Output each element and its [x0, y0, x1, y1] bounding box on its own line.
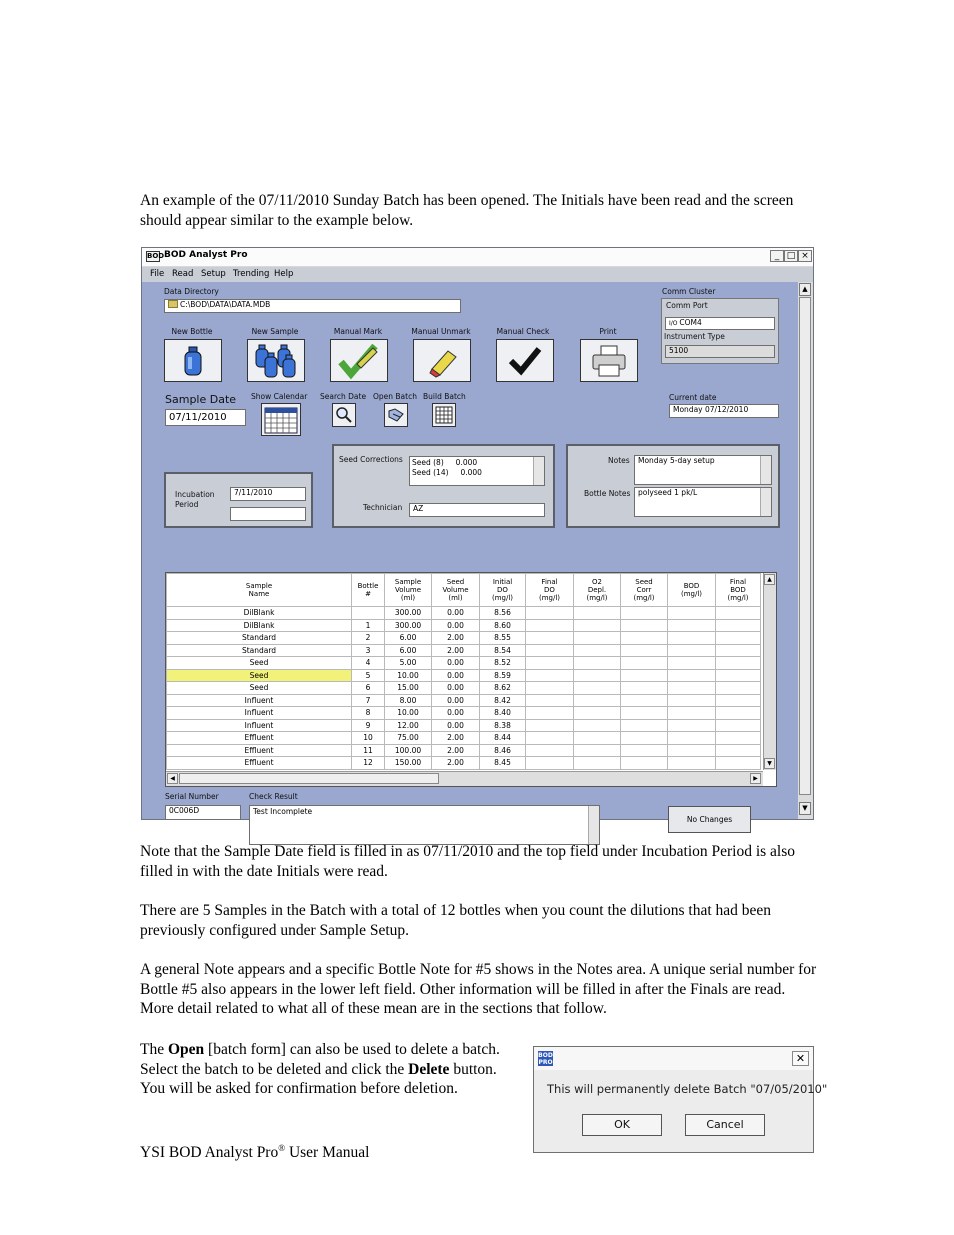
comm-port-value: COM4 — [679, 318, 702, 327]
table-cell[interactable] — [574, 607, 621, 620]
current-date-field[interactable]: Monday 07/12/2010 — [669, 404, 779, 418]
table-cell[interactable]: 0.00 — [432, 657, 480, 670]
table-cell[interactable]: 1 — [352, 619, 385, 632]
build-batch-label: Build Batch — [423, 392, 466, 401]
menu-trending[interactable]: Trending — [233, 269, 270, 279]
window-scroll-thumb[interactable] — [799, 297, 811, 795]
table-cell[interactable] — [574, 732, 621, 745]
table-cell[interactable]: Influent — [167, 694, 352, 707]
table-cell[interactable]: 300.00 — [385, 619, 432, 632]
table-cell[interactable] — [716, 732, 761, 745]
table-cell[interactable] — [716, 757, 761, 770]
table-row[interactable] — [167, 669, 761, 682]
table-cell[interactable] — [526, 682, 574, 695]
table-cell[interactable]: 0.00 — [432, 719, 480, 732]
notes-field[interactable] — [634, 455, 772, 485]
samples-paragraph: There are 5 Samples in the Batch with a total of 12 bottles when you count the dilutions that had been previously configured under Sample Setup. — [140, 902, 772, 939]
table-cell[interactable]: 8.44 — [480, 732, 526, 745]
table-cell[interactable]: DilBlank — [167, 619, 352, 632]
table-cell[interactable] — [526, 657, 574, 670]
open-delete-paragraph — [140, 1040, 502, 1099]
table-cell[interactable]: 8.60 — [480, 619, 526, 632]
seed-list-scrollbar[interactable] — [533, 457, 544, 485]
grid-horizontal-scrollbar[interactable] — [166, 771, 763, 786]
column-header[interactable]: Seed Volume (ml) — [432, 574, 480, 607]
window-scroll-down-icon[interactable]: ▼ — [799, 802, 811, 815]
table-cell[interactable]: 12.00 — [385, 719, 432, 732]
notes-value: Monday 5-day setup — [638, 456, 715, 465]
table-cell[interactable] — [668, 619, 716, 632]
seed-corrections-label: Seed Corrections — [339, 455, 403, 464]
table-cell[interactable] — [621, 632, 668, 645]
window-vertical-scrollbar[interactable] — [798, 282, 813, 819]
table-cell[interactable]: Influent — [167, 707, 352, 720]
scroll-down-icon[interactable]: ▼ — [764, 758, 775, 769]
table-cell[interactable]: 8.46 — [480, 744, 526, 757]
comm-port-label: Comm Port — [666, 301, 708, 310]
build-batch-button[interactable] — [432, 403, 456, 427]
table-cell[interactable] — [574, 719, 621, 732]
table-cell[interactable] — [716, 682, 761, 695]
new-bottle-label: New Bottle — [171, 327, 213, 336]
table-cell[interactable] — [574, 682, 621, 695]
table-cell[interactable] — [621, 732, 668, 745]
scroll-right-icon[interactable]: ▶ — [750, 773, 761, 784]
data-directory-value: C:\BOD\DATA\DATA.MDB — [180, 300, 271, 309]
scroll-left-icon[interactable]: ◀ — [167, 773, 178, 784]
table-cell[interactable] — [668, 694, 716, 707]
column-header[interactable]: O2 Depl. (mg/l) — [574, 574, 621, 607]
table-cell[interactable]: 2.00 — [432, 744, 480, 757]
print-label: Print — [599, 327, 617, 336]
table-cell[interactable]: 15.00 — [385, 682, 432, 695]
incubation-period-label: Incubation Period — [175, 490, 215, 509]
column-header[interactable]: Initial DO (mg/l) — [480, 574, 526, 607]
checkmark-icon — [505, 343, 545, 379]
table-cell[interactable] — [574, 632, 621, 645]
check-result-value: Test Incomplete — [253, 807, 313, 816]
print-button[interactable] — [580, 339, 638, 382]
table-cell[interactable] — [526, 607, 574, 620]
table-cell[interactable]: 0.00 — [432, 669, 480, 682]
table-cell[interactable] — [621, 707, 668, 720]
table-cell[interactable] — [668, 707, 716, 720]
table-cell[interactable]: 8.56 — [480, 607, 526, 620]
delete-confirm-dialog — [533, 1046, 828, 1153]
notes-label: Notes — [608, 456, 630, 465]
table-cell[interactable] — [574, 694, 621, 707]
manual-mark-label: Manual Mark — [333, 327, 383, 336]
table-cell[interactable] — [621, 607, 668, 620]
table-cell[interactable]: 150.00 — [385, 757, 432, 770]
minimize-icon[interactable]: _ — [770, 250, 784, 262]
window-titlebar[interactable] — [142, 248, 813, 267]
bottles-group-icon — [251, 343, 301, 379]
table-cell[interactable] — [574, 657, 621, 670]
window-title: BOD Analyst Pro — [164, 250, 248, 260]
table-cell[interactable]: Effluent — [167, 744, 352, 757]
bottle-grid — [165, 572, 777, 787]
folder-icon — [168, 300, 178, 308]
h-scroll-thumb[interactable] — [179, 773, 439, 784]
table-row[interactable] — [167, 744, 761, 757]
table-cell[interactable] — [716, 719, 761, 732]
calendar-icon — [264, 406, 298, 434]
grid-vertical-scrollbar[interactable] — [763, 573, 776, 770]
manual-check-button[interactable] — [496, 339, 554, 382]
notes-paragraph: A general Note appears and a specific Bottle Note for #5 shows in the Notes area. A unique serial number for Bottle #5 also appears in the lower left field. Other information will be filled in after the Finals are read. More detail related to what all of these mean are in the sections that follow. — [140, 961, 817, 1017]
app-icon: BOD — [147, 252, 165, 260]
sample-date-field[interactable]: 07/11/2010 — [165, 409, 246, 426]
table-cell[interactable]: 8.42 — [480, 694, 526, 707]
instrument-type-label: Instrument Type — [664, 332, 725, 341]
table-cell[interactable] — [526, 694, 574, 707]
table-cell[interactable]: 5.00 — [385, 657, 432, 670]
column-header[interactable]: BOD (mg/l) — [668, 574, 716, 607]
table-cell[interactable] — [716, 669, 761, 682]
printer-icon — [589, 343, 629, 379]
dialog-close-icon[interactable]: ✕ — [792, 1051, 809, 1066]
table-cell[interactable] — [352, 607, 385, 620]
technician-field[interactable]: AZ — [409, 503, 545, 517]
magnifier-icon — [335, 406, 353, 424]
column-header[interactable]: Bottle # — [352, 574, 385, 607]
table-row[interactable] — [167, 619, 761, 632]
table-cell[interactable] — [574, 669, 621, 682]
table-cell[interactable]: 0.00 — [432, 707, 480, 720]
table-cell[interactable]: Standard — [167, 644, 352, 657]
table-cell[interactable] — [716, 657, 761, 670]
check-result-label: Check Result — [249, 792, 298, 801]
column-header[interactable]: Sample Name — [167, 574, 352, 607]
table-cell[interactable] — [668, 657, 716, 670]
table-cell[interactable]: 0.00 — [432, 694, 480, 707]
table-cell[interactable]: 10 — [352, 732, 385, 745]
new-sample-button[interactable] — [247, 339, 305, 382]
sample-date-label: Sample Date — [165, 393, 237, 406]
table-cell[interactable]: 8.38 — [480, 719, 526, 732]
footer-title: YSI BOD Analyst Pro — [140, 1144, 279, 1162]
table-cell[interactable] — [716, 619, 761, 632]
open-batch-button[interactable] — [384, 403, 408, 427]
table-cell[interactable] — [716, 632, 761, 645]
table-cell[interactable]: 2.00 — [432, 757, 480, 770]
incubation-start-field[interactable]: 7/11/2010 — [230, 487, 306, 501]
table-cell[interactable] — [621, 657, 668, 670]
table-cell[interactable] — [574, 744, 621, 757]
no-changes-button[interactable]: No Changes — [668, 806, 751, 833]
table-cell[interactable]: Seed — [167, 669, 352, 682]
table-cell[interactable] — [621, 719, 668, 732]
table-cell[interactable]: 0.00 — [432, 619, 480, 632]
search-date-label: Search Date — [320, 392, 367, 401]
incubation-group — [164, 472, 313, 528]
table-cell[interactable]: 8.40 — [480, 707, 526, 720]
footer-manual: User Manual — [285, 1144, 370, 1162]
table-cell[interactable]: 5 — [352, 669, 385, 682]
table-cell[interactable]: 2.00 — [432, 644, 480, 657]
scroll-up-icon[interactable]: ▲ — [764, 574, 775, 585]
table-cell[interactable]: 8.59 — [480, 669, 526, 682]
text-run: The — [140, 1041, 168, 1058]
seed-correction-item: Seed (14) 0.000 — [412, 468, 482, 477]
seed-corrections-list[interactable] — [409, 456, 545, 486]
table-cell[interactable] — [526, 619, 574, 632]
table-cell[interactable]: 100.00 — [385, 744, 432, 757]
bod-analyst-window — [141, 247, 814, 824]
port-icon: I/O — [669, 320, 680, 327]
table-cell[interactable] — [526, 719, 574, 732]
close-icon[interactable]: × — [798, 250, 812, 262]
table-cell[interactable]: 11 — [352, 744, 385, 757]
table-cell[interactable]: 6 — [352, 682, 385, 695]
table-cell[interactable] — [621, 682, 668, 695]
table-cell[interactable]: Effluent — [167, 757, 352, 770]
menu-read[interactable]: Read — [172, 269, 194, 279]
check-result-field[interactable] — [249, 805, 600, 845]
table-header-row — [167, 574, 761, 607]
menu-help[interactable]: Help — [274, 269, 294, 279]
search-date-button[interactable] — [332, 403, 356, 427]
table-cell[interactable] — [716, 644, 761, 657]
table-cell[interactable]: 8.62 — [480, 682, 526, 695]
table-cell[interactable] — [668, 682, 716, 695]
table-cell[interactable] — [621, 757, 668, 770]
table-cell[interactable]: 8.52 — [480, 657, 526, 670]
open-folder-icon — [387, 406, 405, 424]
manual-unmark-button[interactable] — [413, 339, 471, 382]
table-cell[interactable]: 300.00 — [385, 607, 432, 620]
table-cell[interactable]: DilBlank — [167, 607, 352, 620]
table-cell[interactable] — [668, 644, 716, 657]
table-cell[interactable]: Seed — [167, 657, 352, 670]
bottle-icon — [178, 344, 208, 378]
menu-file[interactable]: File — [150, 269, 165, 279]
table-cell[interactable] — [621, 694, 668, 707]
table-cell[interactable] — [716, 694, 761, 707]
cancel-button[interactable]: Cancel — [685, 1114, 765, 1136]
show-calendar-button[interactable] — [261, 403, 301, 436]
main-panel — [142, 282, 798, 824]
table-cell[interactable] — [668, 744, 716, 757]
new-bottle-button[interactable] — [164, 339, 222, 382]
comm-cluster-group — [661, 298, 779, 364]
bottle-table — [166, 573, 761, 770]
bottle-notes-scrollbar[interactable] — [760, 488, 771, 516]
table-cell[interactable]: 2.00 — [432, 632, 480, 645]
eraser-icon — [422, 343, 462, 379]
instrument-type-field[interactable]: 5100 — [665, 345, 775, 358]
data-directory-field[interactable] — [164, 299, 461, 313]
text-run: [batch form] can also be used to delete a batch. Select the batch to be deleted and click the — [140, 1041, 500, 1078]
text-run: button. You will be asked for confirmation before deletion. — [140, 1060, 497, 1097]
table-row[interactable] — [167, 707, 761, 720]
seed-corrections-group — [332, 444, 555, 528]
table-row[interactable] — [167, 719, 761, 732]
table-cell[interactable] — [526, 644, 574, 657]
notes-scrollbar[interactable] — [760, 456, 771, 484]
table-cell[interactable]: 4 — [352, 657, 385, 670]
check-marker-icon — [337, 342, 381, 380]
bottle-notes-value: polyseed 1 pk/L — [638, 488, 698, 497]
table-cell[interactable] — [668, 732, 716, 745]
table-cell[interactable] — [621, 744, 668, 757]
manual-mark-button[interactable] — [330, 339, 388, 382]
table-cell[interactable] — [574, 619, 621, 632]
table-cell[interactable] — [574, 644, 621, 657]
column-header[interactable]: Seed Corr (mg/l) — [621, 574, 668, 607]
table-row[interactable] — [167, 732, 761, 745]
sample-date-paragraph: Note that the Sample Date field is filled in as 07/11/2010 and the top field under Incubation Period is also filled in with the date Initials were read. — [140, 843, 796, 880]
technician-label: Technician — [363, 503, 403, 512]
window-scroll-up-icon[interactable]: ▲ — [799, 283, 811, 296]
app-logo-icon: BOD PRO — [538, 1052, 553, 1066]
table-cell[interactable]: Effluent — [167, 732, 352, 745]
table-cell[interactable]: 8 — [352, 707, 385, 720]
intro-paragraph: An example of the 07/11/2010 Sunday Batch has been opened. The Initials have been read and the screen should appear similar to the example below. — [140, 192, 794, 229]
table-row[interactable] — [167, 644, 761, 657]
table-cell[interactable] — [668, 719, 716, 732]
grid-icon — [435, 406, 453, 424]
table-cell[interactable]: 8.00 — [385, 694, 432, 707]
show-calendar-label: Show Calendar — [251, 392, 308, 401]
bottle-notes-label: Bottle Notes — [584, 489, 631, 498]
table-cell[interactable] — [526, 732, 574, 745]
table-cell[interactable]: 7 — [352, 694, 385, 707]
table-cell[interactable]: Seed — [167, 682, 352, 695]
notes-group — [566, 444, 780, 528]
table-cell[interactable]: 75.00 — [385, 732, 432, 745]
table-body — [167, 607, 761, 770]
incubation-end-field[interactable] — [230, 507, 306, 521]
table-cell[interactable]: 0.00 — [432, 607, 480, 620]
column-header[interactable]: Sample Volume (ml) — [385, 574, 432, 607]
table-row[interactable] — [167, 607, 761, 620]
table-cell[interactable] — [668, 607, 716, 620]
dialog-message: This will permanently delete Batch "07/05/2010" — [547, 1082, 828, 1096]
table-cell[interactable] — [621, 644, 668, 657]
manual-unmark-label: Manual Unmark — [411, 327, 471, 336]
table-cell[interactable]: 6.00 — [385, 644, 432, 657]
data-directory-label: Data Directory — [164, 287, 219, 296]
menubar — [142, 267, 813, 282]
footer-registered: ® — [278, 1143, 286, 1153]
current-date-label: Current date — [669, 393, 717, 402]
comm-cluster-label: Comm Cluster — [662, 287, 716, 296]
table-row[interactable] — [167, 694, 761, 707]
table-cell[interactable] — [526, 757, 574, 770]
column-header[interactable]: Final BOD (mg/l) — [716, 574, 761, 607]
check-result-scrollbar[interactable] — [588, 806, 599, 844]
table-cell[interactable]: 0.00 — [432, 682, 480, 695]
table-cell[interactable]: 8.55 — [480, 632, 526, 645]
table-row[interactable] — [167, 682, 761, 695]
table-cell[interactable] — [716, 607, 761, 620]
menu-setup[interactable]: Setup — [201, 269, 226, 279]
table-cell[interactable]: 12 — [352, 757, 385, 770]
table-cell[interactable] — [526, 632, 574, 645]
table-cell[interactable] — [668, 669, 716, 682]
table-cell[interactable]: Standard — [167, 632, 352, 645]
table-row[interactable] — [167, 757, 761, 770]
serial-number-field[interactable]: 0C006D — [165, 805, 241, 820]
table-row[interactable] — [167, 632, 761, 645]
manual-check-label: Manual Check — [496, 327, 550, 336]
table-cell[interactable]: 8.45 — [480, 757, 526, 770]
table-cell[interactable]: 10.00 — [385, 669, 432, 682]
table-cell[interactable]: 3 — [352, 644, 385, 657]
table-cell[interactable] — [526, 744, 574, 757]
ok-button[interactable]: OK — [582, 1114, 662, 1136]
table-cell[interactable] — [668, 757, 716, 770]
table-cell[interactable] — [668, 632, 716, 645]
table-cell[interactable]: 9 — [352, 719, 385, 732]
table-cell[interactable] — [526, 669, 574, 682]
table-cell[interactable] — [621, 619, 668, 632]
bold-open: Open — [167, 1041, 205, 1058]
comm-port-field[interactable] — [665, 317, 775, 330]
table-cell[interactable] — [574, 757, 621, 770]
table-cell[interactable] — [716, 707, 761, 720]
table-cell[interactable]: 2 — [352, 632, 385, 645]
bottle-notes-field[interactable] — [634, 487, 772, 517]
table-cell[interactable]: 2.00 — [432, 732, 480, 745]
table-cell[interactable]: 8.54 — [480, 644, 526, 657]
dialog-titlebar[interactable] — [534, 1047, 813, 1070]
table-row[interactable] — [167, 657, 761, 670]
open-batch-label: Open Batch — [373, 392, 417, 401]
table-cell[interactable] — [716, 744, 761, 757]
new-sample-label: New Sample — [251, 327, 299, 336]
serial-number-label: Serial Number — [165, 792, 219, 801]
table-cell[interactable]: 10.00 — [385, 707, 432, 720]
column-header[interactable]: Final DO (mg/l) — [526, 574, 574, 607]
bold-delete: Delete — [408, 1060, 450, 1078]
table-cell[interactable] — [526, 707, 574, 720]
maximize-icon[interactable]: □ — [784, 250, 798, 262]
table-cell[interactable]: Influent — [167, 719, 352, 732]
table-cell[interactable]: 6.00 — [385, 632, 432, 645]
table-cell[interactable] — [574, 707, 621, 720]
seed-correction-item: Seed (8) 0.000 — [412, 458, 478, 467]
table-cell[interactable] — [621, 669, 668, 682]
